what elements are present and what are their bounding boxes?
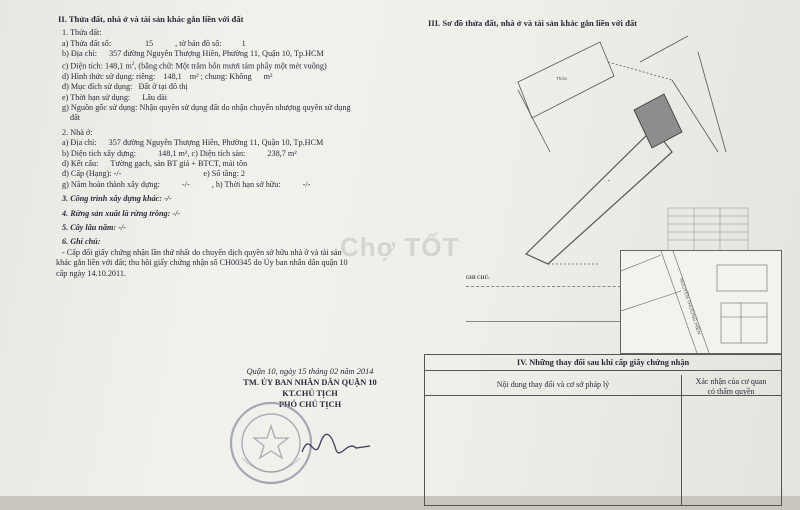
section-iv-header-rule (425, 395, 781, 396)
origin-line: g) Nguồn gốc sử dụng: Nhận quyền sử dụng đất do nhận chuyển nhượng quyền sử dụng (62, 102, 351, 112)
house-heading: 2. Nhà ở: (62, 127, 93, 137)
section-iv-title: IV. Những thay đổi sau khi cấp giấy chứng nhận (425, 355, 781, 371)
land-plot-diagram (458, 32, 788, 274)
authority-confirmation-column (681, 375, 781, 397)
parcel-line: a) Thửa đất số: 15 , tờ bản đồ số: 1 (62, 38, 246, 48)
section-ii-title: II. Thửa đất, nhà ở và tài sản khác gắn liền với đất (58, 14, 244, 24)
notes-heading: 6. Ghi chú: (62, 237, 101, 247)
structure-line: d) Kết cấu: Tường gạch, sàn BT giả + BTCT, mái tôn (62, 159, 248, 169)
use-form-line: d) Hình thức sử dụng: riêng: 148,1 m² ; chung: Không m² (62, 71, 273, 81)
area-line: c) Diện tích: 148,1 $m^2$, (bằng chữ: Một trăm bốn mươi tám phẩy một mét vuông) (62, 61, 327, 71)
land-heading: 1. Thửa đất: (62, 28, 102, 38)
notes-line-3: cấp ngày 14.10.2011. (56, 268, 126, 278)
authority-header-line-2: có thẩm quyền (707, 387, 755, 396)
address-line: b) Địa chỉ: 357 đường Nguyễn Thượng Hiền, Phường 11, Quận 10, Tp.HCM (62, 49, 324, 59)
mini-map-drawing (621, 251, 781, 353)
signing-role-2: PHÓ CHỦ TỊCH (278, 400, 342, 409)
plot-label: Thửa (556, 76, 567, 81)
plot-label: ▪ (608, 178, 610, 183)
term-line: e) Thời hạn sử dụng: Lâu dài (62, 92, 168, 102)
build-area-line: b) Diện tích xây dựng: 148,1 m², c) Diện tích sàn: 238,7 m² (62, 148, 297, 158)
watermark-logo: Chợ TỐT (340, 232, 460, 262)
notes-line-2: khác gắn liền với đất; thu hồi giấy chứng nhận số CH00345 do Ủy ban nhân dân quận 10 (56, 258, 348, 268)
grade-line: đ) Cấp (Hạng): -/- e) Số tầng: 2 (62, 169, 246, 179)
house-address-line: a) Địa chỉ: 357 đường Nguyễn Thượng Hiền, Phường 11, Quận 10, Tp.HCM (62, 138, 324, 148)
location-mini-map (620, 250, 782, 354)
perennial: 5. Cây lâu năm: -/- (62, 223, 126, 233)
place-date: Quận 10, ngày 15 tháng 02 năm 2014 (246, 367, 374, 376)
section-iv (424, 354, 782, 506)
origin-cont: đất (70, 113, 81, 123)
year-line: g) Năm hoàn thành xây dựng: -/- , h) Thời hạn sở hữu: -/- (62, 179, 311, 189)
signing-org: TM. ỦY BAN NHÂN DÂN QUẬN 10 (243, 378, 377, 387)
authority-header-line-1: Xác nhận của cơ quan (695, 377, 767, 386)
change-content-header: Nội dung thay đổi và cơ sở pháp lý (496, 380, 610, 389)
street-name: NGUYỄN THƯỢNG HIỀN (677, 277, 702, 336)
notes-line-1: - Cấp đổi giấy chứng nhận lần thứ nhất do chuyển dịch quyền sở hữu nhà ở và tài sản (62, 247, 342, 257)
purpose-line: đ) Mục đích sử dụng: Đất ở tại đô thị (62, 82, 188, 92)
diagram-legend: GHI CHÚ: (466, 276, 636, 340)
production-forest: 4. Rừng sản xuất là rừng trồng: -/- (62, 208, 181, 218)
other-construction: 3. Công trình xây dựng khác: -/- (62, 194, 172, 204)
signing-role-1: KT.CHỦ TỊCH (282, 389, 338, 398)
section-iii-title: III. Sơ đồ thửa đất, nhà ở và tài sản khác gắn liền với đất (428, 18, 638, 28)
section-iii (418, 14, 790, 510)
handwritten-signature-icon (296, 426, 376, 466)
